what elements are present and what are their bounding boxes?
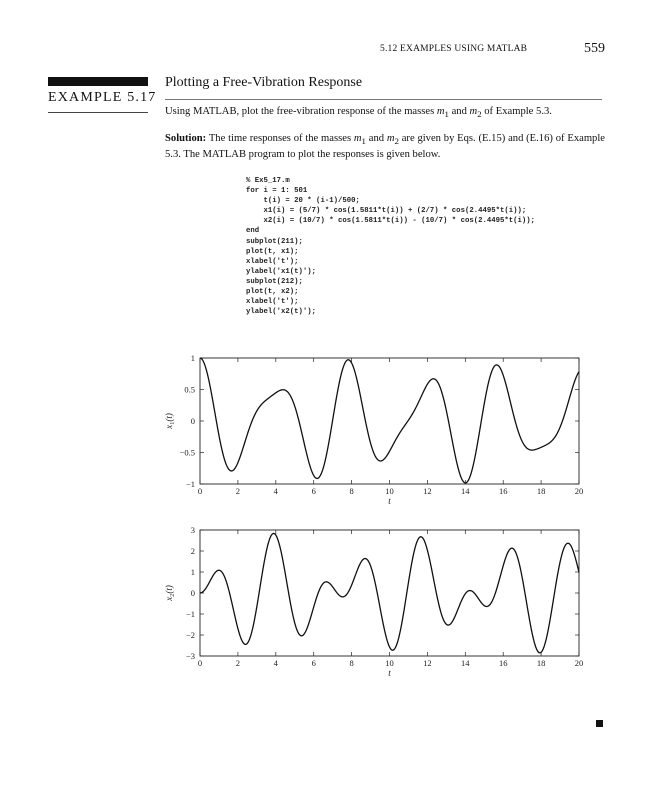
running-head: 5.12 EXAMPLES USING MATLAB [380, 44, 528, 54]
solution-m1-symbol: m [353, 133, 362, 144]
x-tick-label: 16 [498, 486, 508, 496]
solution-paragraph [165, 132, 605, 162]
y-axis-label [164, 585, 176, 602]
x-tick-label: 20 [574, 486, 584, 496]
y-tick-label: 0.5 [184, 384, 195, 395]
section-title: Plotting a Free-Vibration Response [165, 75, 363, 90]
x-tick-label: 16 [498, 658, 508, 668]
title-rule [165, 99, 602, 100]
mass-m1-subscript: 1 [444, 109, 449, 120]
solution-label: Solution: [165, 133, 207, 144]
code-line: ylabel('x1(t)'); [246, 267, 317, 276]
solution-m2-subscript: 2 [394, 136, 399, 147]
page-number: 559 [584, 41, 605, 56]
x-tick-label: 10 [385, 486, 394, 496]
y-tick-label: 1 [190, 567, 195, 577]
problem-text-1: Using MATLAB, plot the free-vibration response of the masses [165, 106, 437, 117]
code-line: end [246, 227, 260, 236]
plot-frame [200, 358, 579, 484]
example-label: EXAMPLE 5.17 [48, 90, 157, 105]
code-line: xlabel('t'); [246, 257, 299, 266]
solution-m1-subscript: 1 [361, 136, 366, 147]
x-tick-label: 4 [273, 486, 278, 496]
x-tick-label: 8 [349, 486, 354, 496]
y-tick-label: 3 [190, 525, 195, 535]
mass-m1-symbol: m [436, 106, 445, 117]
solution-text-3: are given by Eqs. (E.15) and (E.16) of Example 5.3. The MATLAB program to plot the responses is given below. [165, 133, 605, 161]
x-tick-label: 14 [461, 486, 470, 496]
solution-text-1: The time responses of the masses [206, 133, 354, 144]
x-tick-label: 12 [423, 486, 432, 496]
problem-text-2: and [448, 106, 470, 117]
x-tick-label: 0 [197, 486, 203, 496]
y-axis-label-symbol: x [164, 424, 174, 429]
y-axis-label-subscript: 2 [169, 593, 176, 597]
y-tick-label: 0 [190, 416, 195, 426]
y-axis-label-symbol: x [164, 596, 174, 601]
example-bar [48, 77, 148, 86]
x-tick-label: 14 [461, 658, 470, 668]
y-tick-label: 2 [190, 546, 195, 556]
example-rule [48, 112, 148, 113]
x-axis-label: t [388, 496, 391, 506]
x-axis-label: t [388, 668, 391, 678]
x-tick-label: 18 [536, 658, 546, 668]
y-tick-label: −0.5 [179, 447, 195, 458]
y-tick-label: 1 [190, 353, 195, 363]
y-axis-label-argument: (t) [164, 585, 174, 594]
x-tick-label: 2 [235, 658, 241, 668]
y-axis-label-subscript: 1 [169, 421, 176, 425]
code-line: t(i) = 20 * (i-1)/500; [246, 197, 360, 206]
x-tick-label: 2 [235, 486, 241, 496]
x-tick-label: 6 [311, 658, 316, 668]
x-tick-label: 20 [574, 658, 584, 668]
series-line-x2t [200, 533, 579, 652]
code-line: % Ex5_17.m [246, 177, 290, 185]
series-line-x1t [200, 358, 579, 483]
plot-frame [200, 530, 579, 656]
y-tick-label: −2 [185, 630, 195, 640]
y-tick-label: −1 [185, 479, 195, 489]
code-line: ylabel('x2(t)'); [246, 308, 317, 317]
code-line: subplot(212); [246, 277, 303, 286]
solution-text-2: and [365, 133, 387, 144]
code-line: xlabel('t'); [246, 298, 299, 307]
code-line: plot(t, x2); [246, 288, 299, 297]
code-line: for i = 1: 501 [246, 187, 308, 196]
solution-m2-symbol: m [386, 133, 395, 144]
x-tick-label: 4 [273, 658, 278, 668]
code-line: plot(t, x1); [246, 247, 299, 256]
code-line: x1(i) = (5/7) * cos(1.5811*t(i)) + (2/7) * cos(2.4495*t(i)); [246, 207, 527, 216]
matlab-code-block [246, 176, 535, 317]
x-tick-label: 18 [536, 486, 546, 496]
x-tick-label: 0 [197, 658, 203, 668]
mass-m2-subscript: 2 [477, 109, 482, 120]
x-tick-label: 6 [311, 486, 316, 496]
y-tick-label: −1 [185, 609, 195, 619]
code-line: x2(i) = (10/7) * cos(1.5811*t(i)) - (10/7) * cos(2.4495*t(i)); [246, 217, 536, 226]
mass-m2-symbol: m [469, 106, 478, 117]
code-line: subplot(211); [246, 237, 303, 246]
end-of-example-marker [596, 720, 603, 727]
y-tick-label: 0 [190, 588, 195, 598]
x-tick-label: 12 [423, 658, 432, 668]
x-tick-label: 8 [349, 658, 354, 668]
y-axis-label-argument: (t) [164, 413, 174, 422]
y-axis-label [164, 413, 176, 430]
x1-response-plot [155, 350, 595, 515]
problem-text-3: of Example 5.3. [481, 106, 552, 117]
x-tick-label: 10 [385, 658, 394, 668]
problem-statement [165, 105, 605, 121]
x2-response-plot [155, 522, 595, 687]
y-tick-label: −3 [185, 651, 195, 661]
